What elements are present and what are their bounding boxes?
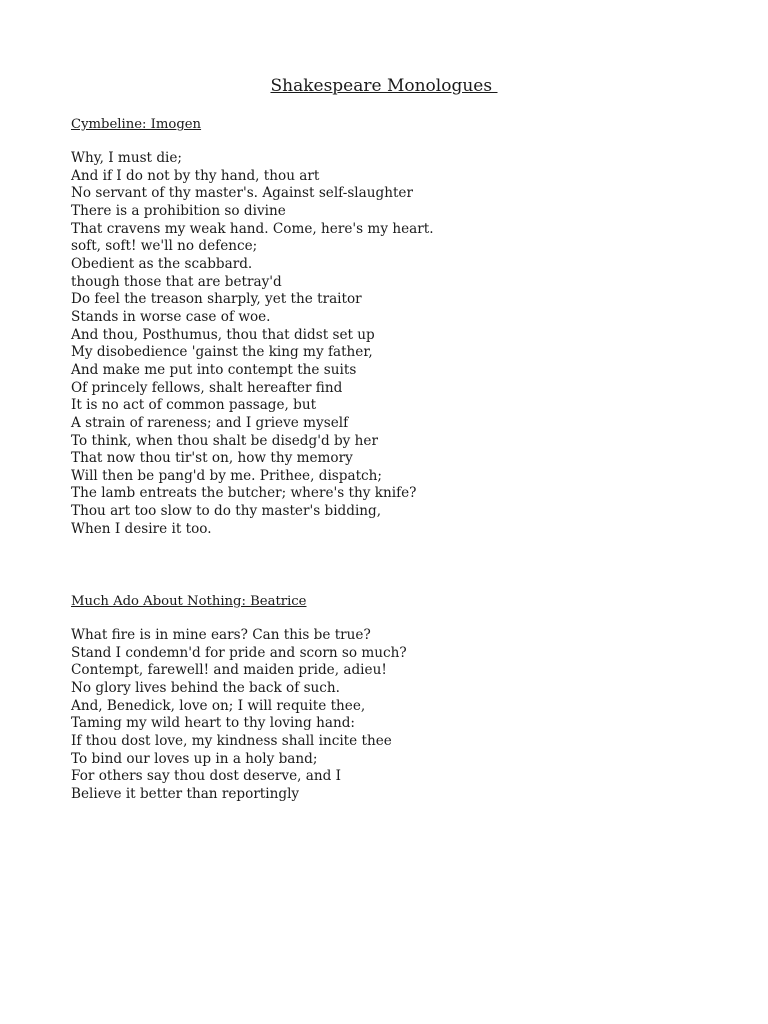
verse-line: Will then be pang'd by me. Prithee, dispatch; — [71, 467, 382, 484]
verse-line: And thou, Posthumus, thou that didst set up — [71, 326, 375, 343]
verse-line: Obedient as the scabbard. — [71, 255, 253, 272]
verse-line: Believe it better than reportingly — [71, 785, 300, 802]
verse-line: No glory lives behind the back of such. — [71, 679, 340, 696]
verse-line: And make me put into contempt the suits — [71, 361, 357, 378]
verse-line: That now thou tir'st on, how thy memory — [71, 450, 353, 467]
monologue-section-cymbeline — [71, 116, 731, 538]
verse-line: That cravens my weak hand. Come, here's my heart. — [71, 220, 434, 237]
section-heading: Much Ado About Nothing: Beatrice — [71, 594, 307, 609]
verse-line: No servant of thy master's. Against self-slaughter — [71, 185, 413, 202]
section-heading: Cymbeline: Imogen — [71, 117, 202, 132]
verse-line: Stands in worse case of woe. — [71, 308, 271, 325]
verse-block — [71, 150, 731, 538]
verse-line: To think, when thou shalt be disedg'd by her — [71, 432, 378, 449]
verse-line: There is a prohibition so divine — [71, 202, 286, 219]
verse-line: A strain of rareness; and I grieve myself — [71, 414, 349, 431]
verse-line: Thou art too slow to do thy master's bidding, — [71, 503, 382, 520]
verse-line: And, Benedick, love on; I will requite thee, — [71, 697, 366, 714]
verse-line: When I desire it too. — [71, 520, 212, 537]
verse-line: Taming my wild heart to thy loving hand: — [71, 715, 355, 732]
monologue-section-much-ado — [71, 593, 731, 804]
verse-line: Why, I must die; — [71, 150, 183, 166]
verse-line: Stand I condemn'd for pride and scorn so much? — [71, 644, 407, 661]
verse-line: Of princely fellows, shalt hereafter find — [71, 379, 343, 396]
verse-block — [71, 627, 731, 804]
verse-line: soft, soft! we'll no defence; — [71, 238, 258, 255]
verse-line: though those that are betray'd — [71, 273, 282, 290]
verse-line: The lamb entreats the butcher; where's thy knife? — [71, 485, 417, 502]
verse-line: Contempt, farewell! and maiden pride, adieu! — [71, 662, 387, 679]
verse-line: My disobedience 'gainst the king my father, — [71, 344, 373, 361]
verse-line: It is no act of common passage, but — [71, 397, 317, 414]
document-title: Shakespeare Monologues — [270, 76, 498, 96]
verse-line: Do feel the treason sharply, yet the traitor — [71, 291, 362, 308]
verse-line: For others say thou dost deserve, and I — [71, 768, 342, 785]
verse-line: To bind our loves up in a holy band; — [71, 750, 318, 767]
verse-line: And if I do not by thy hand, thou art — [71, 167, 320, 184]
verse-line: If thou dost love, my kindness shall incite thee — [71, 732, 392, 749]
verse-line: What fire is in mine ears? Can this be true? — [71, 627, 371, 643]
